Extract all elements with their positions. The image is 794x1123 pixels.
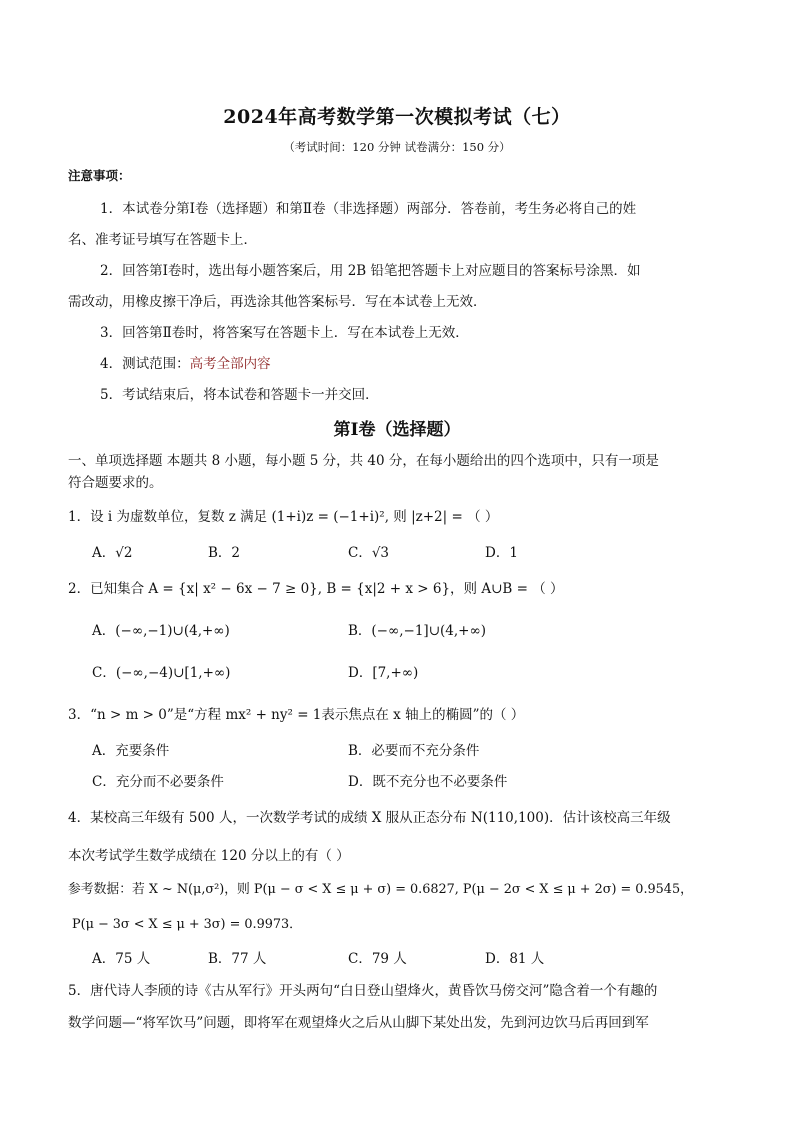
notice-item-1-line-2: 名、准考证号填写在答题卡上． [68, 232, 257, 248]
question-1-option-a: A．√2 [92, 545, 133, 561]
question-4-option-d: D．81 人 [485, 951, 545, 967]
notice-item-4 [100, 352, 271, 372]
question-3-option-b: B．必要而不充分条件 [348, 743, 480, 759]
notice-item-5: 5．考试结束后，将本试卷和答题卡一并交回． [100, 387, 379, 403]
notice-item-1-line-1: 1．本试卷分第Ⅰ卷（选择题）和第Ⅱ卷（非选择题）两部分．答卷前，考生务必将自己的姓 [100, 201, 637, 217]
question-1-option-c: C．√3 [348, 545, 390, 561]
question-3-option-c: C．充分而不必要条件 [92, 774, 224, 790]
notice-item-2-line-2: 需改动，用橡皮擦干净后，再选涂其他答案标号．写在本试卷上无效． [68, 294, 487, 310]
test-scope-highlight: 高考全部内容 [189, 356, 271, 372]
question-2-option-d: D．[7,+∞) [348, 665, 419, 681]
question-1-option-d: D．1 [485, 545, 518, 561]
section-1-intro-line-2: 符合题要求的。 [68, 475, 163, 491]
question-3-stem: 3．“n > m > 0”是“方程 mx² + ny² = 1表示焦点在 x 轴上的椭圆”的（ ） [68, 707, 525, 723]
exam-subtitle: （考试时间：120 分钟 试卷满分：150 分） [283, 140, 511, 154]
question-3-option-a: A．充要条件 [92, 743, 170, 759]
exam-title: 2024年高考数学第一次模拟考试（七） [223, 106, 571, 128]
question-4-stem-line-2: 本次考试学生数学成绩在 120 分以上的有（ ） [68, 848, 350, 864]
question-3-option-d: D．既不充分也不必要条件 [348, 774, 508, 790]
question-4-option-c: C．79 人 [348, 951, 407, 967]
question-4-reference-line-1: 参考数据：若 X ~ N(μ,σ²)，则 P(μ − σ < X ≤ μ + σ) = 0.6827, P(μ − 2σ < X ≤ μ + 2σ) = 0.9545， [68, 882, 693, 897]
question-4-option-a: A．75 人 [92, 951, 151, 967]
notice-heading: 注意事项： [68, 168, 131, 183]
question-1-option-b: B．2 [208, 545, 241, 561]
question-2-option-b: B．(−∞,−1]∪(4,+∞) [348, 623, 486, 639]
question-1-stem: 1．设 i 为虚数单位，复数 z 满足 (1+i)z = (−1+i)², 则 |z+2| = （ ） [68, 509, 499, 525]
section-1-title: 第Ⅰ卷（选择题） [333, 420, 461, 440]
question-4-reference-line-2: P(μ − 3σ < X ≤ μ + 3σ) = 0.9973． [72, 917, 302, 932]
notice-item-4-prefix: 4．测试范围： [100, 356, 190, 372]
question-2-option-c: C．(−∞,−4)∪[1,+∞) [92, 665, 231, 681]
question-5-stem-line-2: 数学问题—“将军饮马”问题，即将军在观望烽火之后从山脚下某处出发，先到河边饮马后再回到军 [68, 1015, 649, 1031]
question-4-option-b: B．77 人 [208, 951, 267, 967]
question-5-stem-line-1: 5．唐代诗人李颀的诗《古从军行》开头两句“白日登山望烽火，黄昏饮马傍交河”隐含着一个有趣的 [68, 983, 658, 999]
question-2-option-a: A．(−∞,−1)∪(4,+∞) [92, 623, 230, 639]
question-4-stem-line-1: 4．某校高三年级有 500 人，一次数学考试的成绩 X 服从正态分布 N(110,100)．估计该校高三年级 [68, 810, 671, 826]
question-2-stem: 2．已知集合 A = {x| x² − 6x − 7 ≥ 0}, B = {x|2 + x > 6}，则 A∪B = （ ） [68, 581, 564, 597]
notice-item-3: 3．回答第Ⅱ卷时，将答案写在答题卡上．写在本试卷上无效． [100, 325, 469, 341]
section-1-intro-line-1: 一、单项选择题 本题共 8 小题，每小题 5 分，共 40 分，在每小题给出的四个选项中，只有一项是 [68, 453, 659, 469]
notice-item-2-line-1: 2．回答第Ⅰ卷时，选出每小题答案后，用 2B 铅笔把答题卡上对应题目的答案标号涂黑．如 [100, 263, 641, 279]
